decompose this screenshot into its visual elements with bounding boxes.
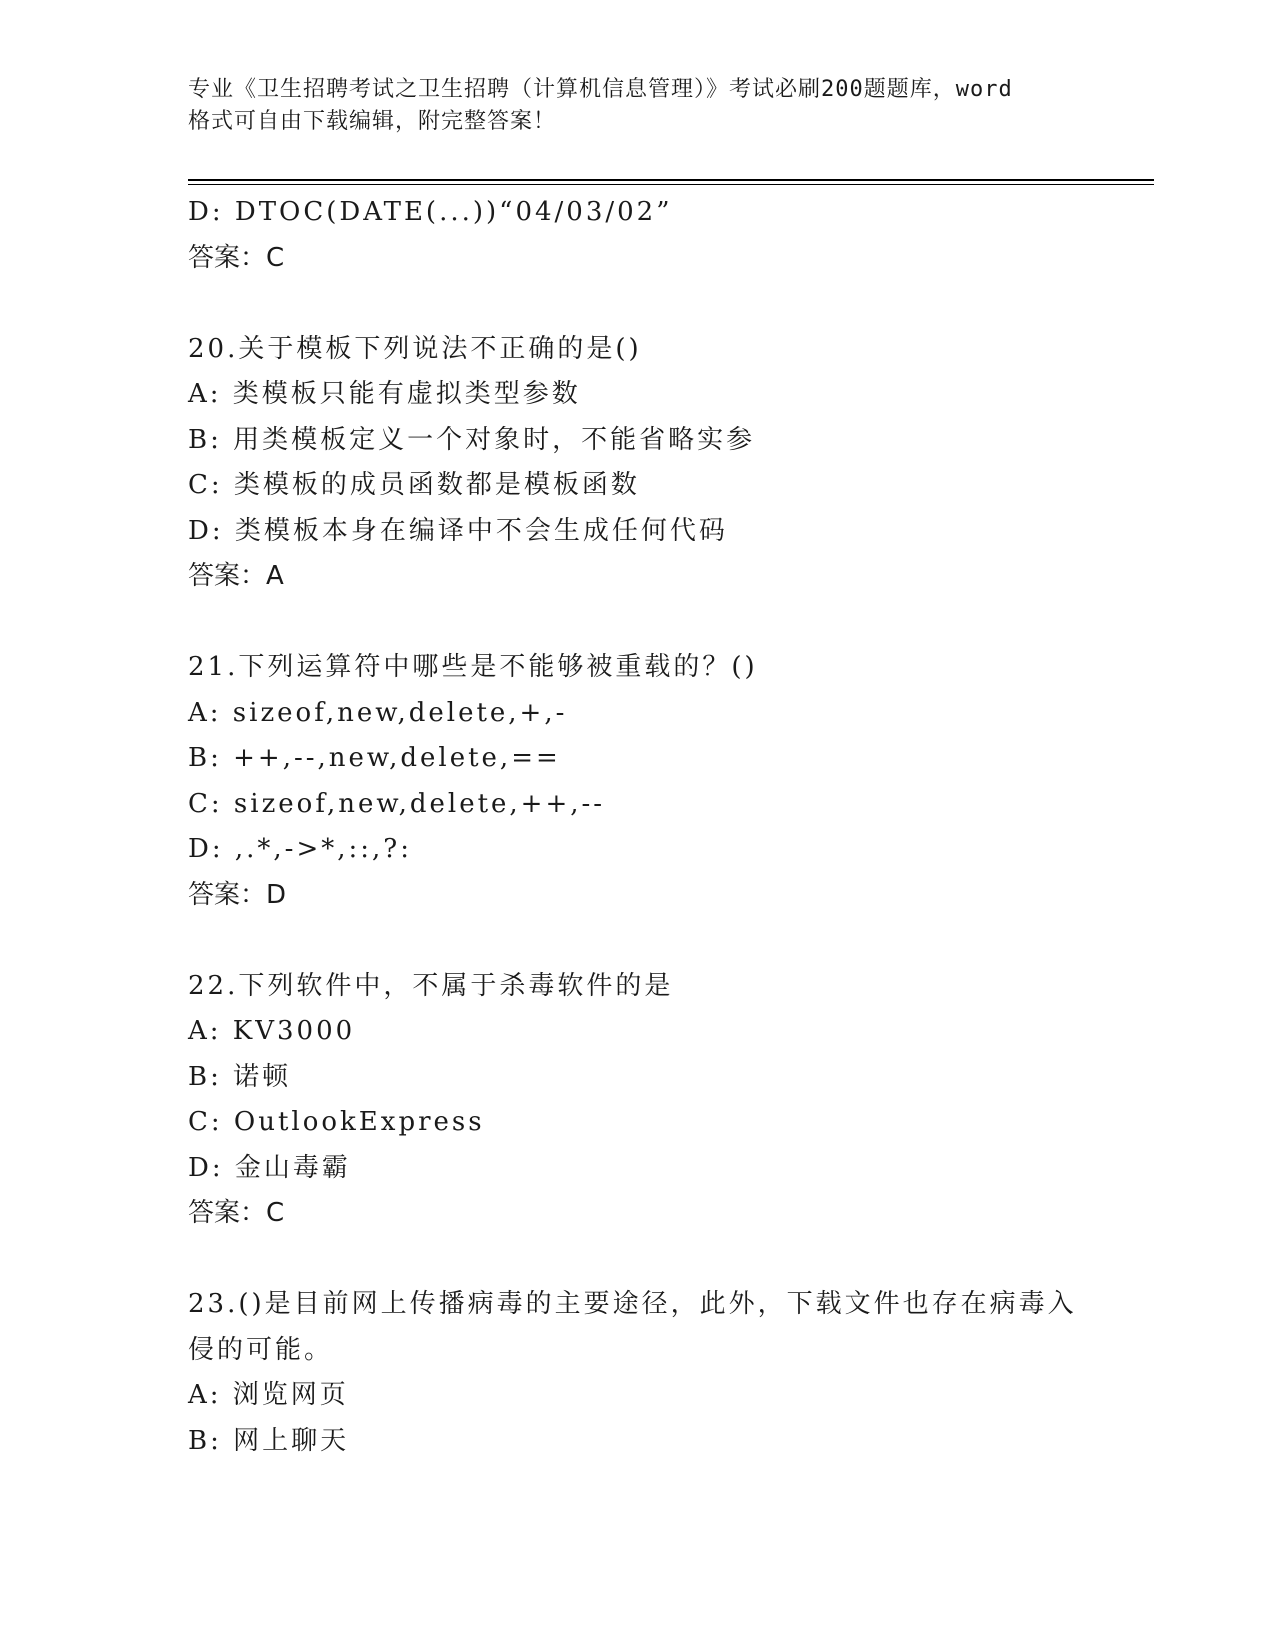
option-b: B: 用类模板定义一个对象时，不能省略实参	[188, 424, 756, 455]
answer-line: 答案：C	[188, 1198, 285, 1228]
option-b: B: ++,--,new,delete,==	[188, 743, 561, 773]
option-d: D: ,.*,->*,::,?:	[188, 834, 412, 864]
option-d: D: DTOC(DATE(...))“04/03/02”	[188, 197, 673, 227]
question-stem: 20.关于模板下列说法不正确的是()	[188, 333, 642, 364]
answer-line: 答案：C	[188, 242, 285, 273]
header-divider-thick	[188, 179, 1154, 181]
question-list	[188, 190, 1154, 1464]
option-c: C: 类模板的成员函数都是模板函数	[188, 470, 640, 500]
question-stem: 22.下列软件中，不属于杀毒软件的是	[188, 970, 674, 1001]
option-a: A: 浏览网页	[188, 1380, 349, 1410]
option-b: B: 网上聊天	[188, 1425, 350, 1456]
question-stem-line-1: 23.()是目前网上传播病毒的主要途径，此外，下载文件也存在病毒入	[188, 1289, 1077, 1319]
spacer	[188, 918, 1154, 964]
spacer	[188, 281, 1154, 327]
option-c: C: sizeof,new,delete,++,--	[188, 788, 606, 819]
question-20	[188, 327, 1154, 600]
option-d: D: 类模板本身在编译中不会生成任何代码	[188, 515, 728, 546]
question-22	[188, 964, 1154, 1237]
option-d: D: 金山毒霸	[188, 1152, 351, 1183]
answer-line: 答案：A	[188, 561, 284, 591]
question-21	[188, 645, 1154, 918]
spacer	[188, 1237, 1154, 1283]
option-b: B: 诺顿	[188, 1061, 292, 1092]
spacer	[188, 600, 1154, 646]
header-divider-thin	[188, 184, 1154, 185]
option-a: A: KV3000	[188, 1016, 356, 1046]
header-line-1: 专业《卫生招聘考试之卫生招聘（计算机信息管理）》考试必刷200题题库，word	[188, 77, 1013, 102]
answer-line: 答案：D	[188, 879, 287, 910]
question-19-continuation	[188, 190, 1154, 281]
option-c: C: OutlookExpress	[188, 1107, 485, 1137]
option-a: A: 类模板只能有虚拟类型参数	[188, 379, 581, 409]
question-stem: 21.下列运算符中哪些是不能够被重载的？()	[188, 652, 758, 682]
option-a: A: sizeof,new,delete,+,-	[188, 697, 568, 728]
question-stem-line-2: 侵的可能。	[188, 1334, 334, 1365]
question-23	[188, 1282, 1154, 1464]
header-line-2: 格式可自由下载编辑，附完整答案！	[188, 109, 557, 134]
page-header	[188, 74, 1088, 138]
